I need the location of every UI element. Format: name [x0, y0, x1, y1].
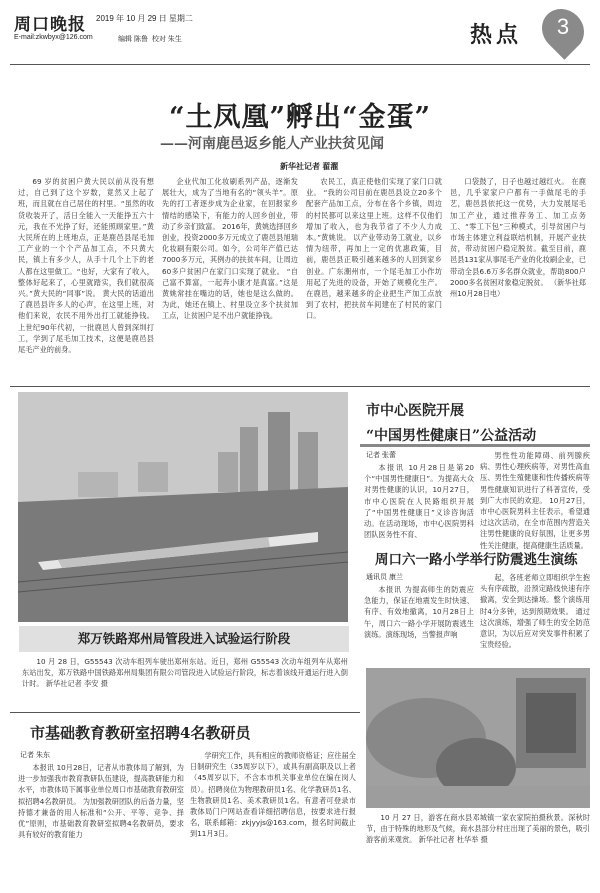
train-photo-caption: 郑万铁路郑州局管段进入试验运行阶段 — [19, 626, 349, 652]
hospital-title-bar — [360, 444, 590, 447]
main-column-2: 企业代加工化妆刷系列产品，逐渐发展壮大，成为了当地有名的“领头羊”。原先的打工者逐步成为企业家，在回报家乡情结的感染下，有能力的人回乡创业，带动了乡亲们致富。 2016年，黄姚选择回乡创业，投资2000多万元成立了鹿邑县旭瑞化妆刷有限公司。如今，公司年产值已达7000多万元，其例办的扶贫车间，让周边60多户贫困户在家门口实现了就业。 “自己富不算富，一起奔小康才是真富。”这是黄姚常挂在嘴边的话，她也是这么做的。为此，她还在镇上、村里设立多个扶贫加工点，让贫困户足不出户就能挣钱。 — [162, 177, 298, 321]
village-photo-caption: 10 月 27 日，游客在商水县邓城镇一家农家院拍摄秋景。深秋时节，由于特殊的地形及气候，商水县部分村庄出现了美丽的景色，吸引游客前来观赏。 新华社记者 杜华举 摄 — [366, 813, 590, 845]
main-subhead: ——河南鹿邑返乡能人产业扶贫见闻 — [160, 136, 384, 152]
school-body-1: 本报讯 为提高师生的防震应急能力，保证在地震发生时快速、有序、有效地撤离，10月28日上午，周口六一路小学开展防震逃生演练。演练现场，当警报声响 — [364, 585, 474, 639]
school-body-2: 起，各班老师立即组织学生抱头有序疏散，沿预定路线快速有序撤离，安全到达操场。整个演练用时4分多钟，达到预期效果。 通过这次演练，增强了师生的安全防范意识，为以后应对突发事件积累了宝贵经验。 — [480, 573, 590, 650]
research-body-1: 本报讯 10月28日，记者从市教体局了解到，为进一步加强我市教育教研队伍建设，提高教研能力和水平，市教体局下属事业单位周口市基础教育教研室拟招聘4名教研员。 为加强教研团队的后备力量，坚持德才兼备的用人标准和“公开、平等、竞争、择优”原则，市基础教育教研室拟聘4名教研员，要求具有较好的教育能力 — [18, 763, 184, 840]
research-body-2: 学研究工作，具有相应的教师资格证；应往届全日制研究生（35周岁以下），或具有副高职及以上者（45周岁以下，不含本市机关事业单位在编在岗人员）。招聘岗位为物理教研员1名、化学教研员1名、生物教研员1名、美术教研员1名。有意者可登录市教体局门户网站查看详细招聘信息，按要求进行报名，联系邮箱：zkjyyjs@163.com，报名时间截止到11月3日。 — [190, 751, 356, 839]
section-title: 热点 — [470, 22, 523, 48]
email-line: E-mail:zkwbyx@126.com — [14, 34, 93, 41]
main-column-4: 口袋鼓了，日子也越过越红火。 在鹿邑，几乎家家户户都有一手做尾毛的手艺，鹿邑县依托这一优势，大力发展尾毛加工产业，通过推荐务工、加工点务工、“零工下包”三种模式，引导贫困户与市场主体建立利益联结机制，开展产业扶贫，带动贫困户稳定脱贫。截至目前，鹿邑县131家从事尾毛产业的化妆刷企业，已带动全县6.6万多名群众就业，帮助800户2000多名贫困对象稳定脱贫。 （新华社郑州10月28日电） — [450, 177, 586, 299]
village-photo — [366, 668, 590, 808]
research-rule — [10, 712, 360, 713]
editors-line: 编辑 陈鲁 校对 朱生 — [118, 36, 182, 43]
hospital-body-2: 男性性功能障碍、前列腺疾病、男性心理疾病等，对男性高血压、男性生殖健康和性传播疾病等男性健康知识进行了科普宣传，受到广大市民的欢迎。 10月27日，市中心医院男科主任表示，希望通过这次活动，在全市范围内营造关注男性健康的良好氛围，让更多男性关注健康，提高健康生活质量。 — [480, 451, 590, 550]
hospital-reporter: 记者 张蕾 — [366, 452, 396, 459]
school-reporter: 通讯员 康兰 — [366, 574, 403, 581]
hospital-body-1: 本报讯 10月28日是第20个“中国男性健康日”。为提高大众对男性健康的认识，10月27日，市中心医院在人民路组织开展了“中国男性健康日”义诊咨询活动。在活动现场，市中心医院男科团队医务性不育、 — [364, 463, 474, 540]
main-headline: “土凤凰”孵出“金蛋” — [168, 102, 432, 133]
main-column-3: 农民工，真正使他们实现了家门口就业。 “我的公司目前在鹿邑县设立20多个配套产品加工点，分布在各个乡镇，周边的村民都可以来这里上班。这样不仅他们增加了收入，也为我节省了不少人力成本。”黄姚说。 以产业带动务工就业，以乡情为纽带，再加上一定的优惠政策，目前，鹿邑县正吸引越来越多的人回到家乡创业。广东潮州市，一个尾毛加工小作坊用起了先进的设备，开始了规模化生产。在鹿邑，越来越多的企业把生产加工点放到了农村，把扶贫车间建在了村民的家门口。 — [306, 177, 442, 321]
research-reporter: 记者 朱东 — [20, 752, 50, 759]
train-photo — [18, 392, 348, 622]
newspaper-logo: 周口晚报 — [14, 15, 86, 35]
school-title: 周口六一路小学举行防震逃生演练 — [375, 552, 578, 568]
main-byline: 新华社记者 翟濯 — [280, 162, 339, 171]
hospital-title-line1: 市中心医院开展 — [366, 403, 464, 419]
hospital-title-line2: “中国男性健康日”公益活动 — [366, 428, 537, 444]
main-column-1: 69 岁的贫困户黄大民以前从没有想过，自己到了这个岁数，竟然又上起了班，而且就在自己居住的村里。“虽然的收货收装开了，活日全能入一天能挣五六十元，我在不光挣了好，还能照顾家里。”黄大民所在的上班地点，正是鹿邑县尾毛加工产业的一个个产品加工点，不只黄大民，镇上有多少人，从手十几个上下的老人都在这里做工。“也好，大家有了收入，整体好起来了，心里就踏实，我们就很高兴。”黄大民的“同事”说。 黄大民的话道出了鹿邑县许多人的心声，在这里上班，对他们来说，农民不用外出打工就能挣钱。上世纪90年代初，一批鹿邑人曾到深圳打工，学到了尾毛加工技术，这便是鹿邑县尾毛产业的前身。 — [18, 177, 154, 355]
masthead-rule — [10, 64, 590, 65]
dateline: 2019 年 10 月 29 日 星期二 — [96, 14, 193, 23]
research-title: 市基础教育教研室招聘4名教研员 — [30, 724, 251, 742]
page-number: 3 — [556, 14, 570, 39]
train-photo-text: 10 月 28 日，G55543 次动车组列车驶出郑州东站。近日，郑州 G55543 次动车组列车从郑州东站出发，郑万铁路中国铁路郑州局集团有限公司管段进入试验运行阶段，标志着该线开通运行进入倒计时。 新华社记者 李安 摄 — [22, 657, 348, 689]
section-rule — [10, 386, 590, 387]
